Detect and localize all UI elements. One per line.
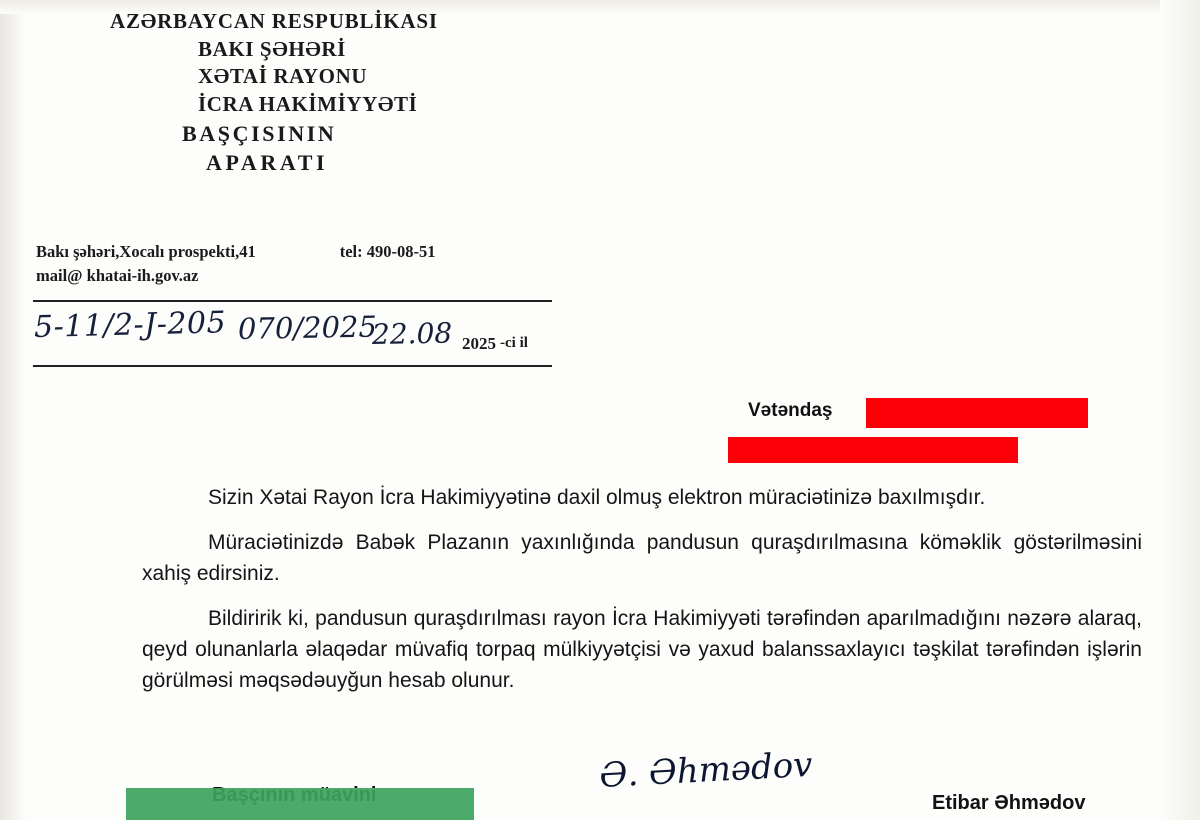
watermark-banner — [126, 788, 474, 820]
letterhead-line-2: BAKI ŞƏHƏRİ — [198, 36, 346, 61]
letterhead-line-4: İCRA HAKİMİYYƏTİ — [198, 92, 418, 117]
body-paragraph-2: Müraciətinizdə Babək Plazanın yaxınlığında pandusun quraşdırılmasına köməklik göstərilməsini xahiş edirsiniz. — [142, 531, 1142, 586]
signatory-name: Etibar Əhmədov — [932, 792, 1086, 814]
handwritten-signature: Ə. Əhmədov — [598, 744, 814, 796]
letterhead-line-3: XƏTAİ RAYONU — [198, 64, 368, 89]
scan-edge-right — [1160, 0, 1200, 820]
letterhead — [110, 8, 630, 177]
redaction-bar-contact — [728, 437, 1018, 463]
redaction-bar-name — [866, 398, 1088, 428]
contact-email: mail@ khatai-ih.gov.az — [36, 266, 199, 286]
letterhead-line-1: AZƏRBAYCAN RESPUBLİKASI — [110, 9, 438, 33]
contact-block — [36, 240, 556, 287]
registration-date-handwritten: 22.08 — [371, 316, 453, 351]
document-number-handwritten: 070/2025 — [237, 309, 378, 346]
letterhead-line-6: APARATI — [206, 149, 329, 175]
scan-edge-left — [0, 0, 26, 820]
letter-body — [142, 482, 1142, 696]
header-divider-bottom — [33, 365, 552, 367]
contact-phone: tel: 490-08-51 — [339, 242, 436, 261]
letterhead-line-5: BAŞÇISININ — [182, 120, 337, 146]
header-divider-top — [33, 300, 552, 302]
body-paragraph-1: Sizin Xətai Rayon İcra Hakimiyyətinə daxil olmuş elektron müraciətinizə baxılmışdır. — [208, 486, 986, 509]
registration-year-suffix: -ci il — [500, 335, 528, 351]
body-paragraph-3: Bildiririk ki, pandusun quraşdırılması rayon İcra Hakimiyyəti tərəfindən aparılmadığını nəzərə alaraq, qeyd olunanlarla əlaqədar müvafiq torpaq mülkiyyətçisi və yaxud balanssaxlayıcı təşkilat tərəfindən işlərin görülməsi məqsədəuyğun hesab olunur. — [142, 607, 1142, 693]
registration-year: 2025 — [462, 334, 496, 353]
addressee-label: Vətəndaş — [748, 400, 833, 421]
contact-address: Bakı şəhəri,Xocalı prospekti,41 — [36, 242, 256, 261]
registration-number-handwritten: 5-11/2-J-205 — [33, 305, 227, 345]
